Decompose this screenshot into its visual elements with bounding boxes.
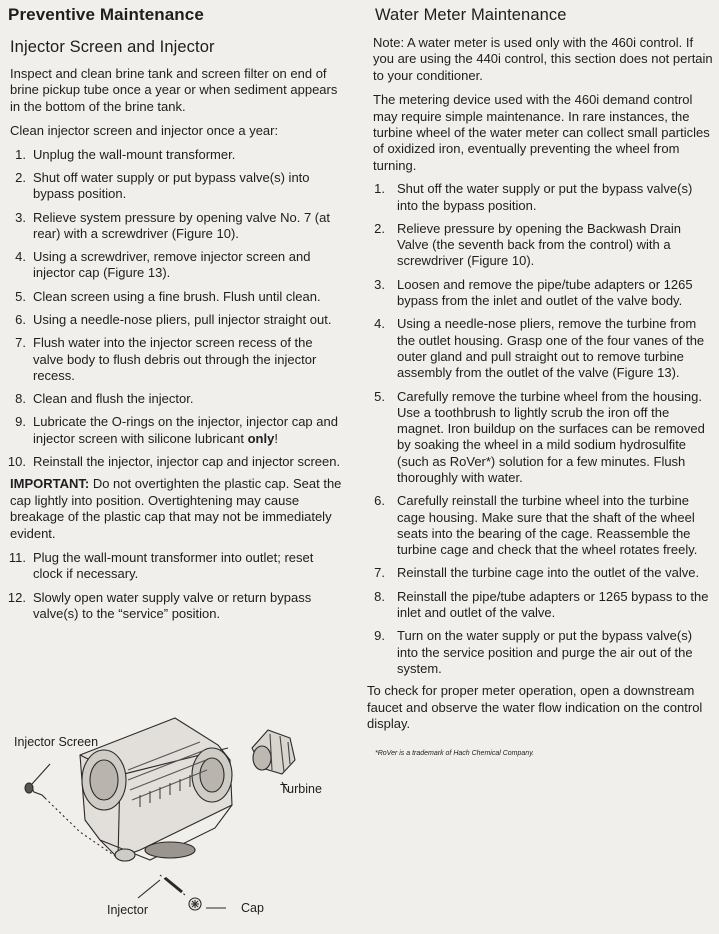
list-item: 8. Clean and flush the injector.	[15, 391, 194, 407]
intro-paragraph: Inspect and clean brine tank and screen filter on end of brine pickup tube once a year or when sediment appears in the bottom of the brine tank.	[10, 66, 338, 114]
meter-check-paragraph: To check for proper meter operation, open a downstream faucet and observe the water flow indication on the control display.	[367, 683, 703, 732]
list-item: 3. Loosen and remove the pipe/tube adapters or 1265 bypass from the inlet and outlet of the valve body.	[374, 276, 693, 309]
list-item: 2. Shut off water supply or put bypass valve(s) into bypass position.	[15, 169, 310, 202]
list-item: 9. Lubricate the O-rings on the injector, injector cap and injector screen with silicone lubricant only!	[15, 414, 338, 446]
injector-steps-list-continued	[0, 550, 352, 622]
label-injector: Injector	[107, 903, 148, 917]
list-item: 9. Turn on the water supply or put the bypass valve(s) into the service position and purge the air out of the system.	[374, 628, 693, 676]
label-cap: Cap	[241, 901, 264, 915]
injector-steps-list	[0, 147, 352, 471]
note-paragraph: Note: A water meter is used only with the 460i control. If you are using the 440i control, this section does not pertain to your conditioner.	[373, 35, 713, 83]
section-title-preventive-maintenance: Preventive Maintenance	[8, 5, 204, 24]
left-column	[0, 0, 352, 622]
list-item: 4. Using a screwdriver, remove injector screen and injector cap (Figure 13).	[15, 249, 311, 281]
label-turbine: Turbine	[280, 782, 322, 796]
list-item: 7. Reinstall the turbine cage into the outlet of the valve.	[374, 565, 700, 581]
list-item: 6. Carefully reinstall the turbine wheel into the turbine cage housing. Make sure that the shaft of the wheel seats into the bearing of the cage. Reassemble the turbine cage and check that the wheel rotates freely.	[374, 493, 698, 558]
list-item: 3. Relieve system pressure by opening valve No. 7 (at rear) with a screwdriver (Figure 10).	[15, 209, 330, 241]
list-item: 2. Relieve pressure by opening the Backwash Drain Valve (the seventh back from the control) with a screwdriver (Figure 10).	[374, 220, 681, 269]
list-item: 1. Shut off the water supply or put the bypass valve(s) into the bypass position.	[374, 181, 693, 213]
right-column	[363, 0, 713, 763]
list-item: 8. Reinstall the pipe/tube adapters or 1265 bypass to the inlet and outlet of the valve.	[374, 588, 709, 621]
figure-valve-illustration	[0, 700, 352, 929]
section-title-water-meter: Water Meter Maintenance	[375, 6, 567, 24]
list-item: 1. Unplug the wall-mount transformer.	[15, 146, 236, 162]
important-label: IMPORTANT:	[10, 476, 90, 492]
label-injector-screen: Injector Screen	[14, 735, 99, 749]
list-item: 4. Using a needle-nose pliers, remove the turbine from the outlet housing. Grasp one of the four vanes of the outer gland and pull straight out to remove turbine assembly from the outlet of the valve (Figure 13).	[374, 316, 705, 381]
list-item: 11. Plug the wall-mount transformer into outlet; reset clock if necessary.	[8, 550, 314, 582]
list-item: 6. Using a needle-nose pliers, pull injector straight out.	[15, 312, 332, 327]
list-item: 10. Reinstall the injector, injector cap and injector screen.	[7, 454, 341, 470]
emphasis-only: only	[247, 430, 275, 446]
list-item: 5. Clean screen using a fine brush. Flush until clean.	[15, 288, 321, 304]
footnote: *RoVer is a trademark of Hach Chemical Company.	[375, 750, 535, 758]
important-note: IMPORTANT: Do not overtighten the plastic cap. Seat the cap lightly into position. Overtightening may cause breakage of the plastic cap that may not be immediately evident.	[10, 476, 342, 541]
meter-intro-paragraph: The metering device used with the 460i demand control may require simple maintenance. In rare instances, the turbine wheel of the water meter can collect small particles of oxidized iron, eventually preventing the wheel from turning.	[373, 92, 710, 173]
list-item: 7. Flush water into the injector screen recess of the valve body to flush debris out through the injector recess.	[15, 335, 317, 383]
list-item: 5. Carefully remove the turbine wheel from the housing. Use a toothbrush to lightly scrub the iron off the magnet. Iron buildup on the surfaces can be removed by soaking the wheel in a mild sodium hydrosulfite (such as RoVer*) solution for a few minutes. Flush thoroughly with water.	[374, 388, 705, 485]
subsection-title-injector: Injector Screen and Injector	[10, 38, 215, 56]
intro-paragraph-2: Clean injector screen and injector once a year:	[10, 123, 279, 139]
meter-steps-list	[363, 181, 713, 677]
list-item: 12. Slowly open water supply valve or return bypass valve(s) to the “service” position.	[7, 589, 312, 621]
